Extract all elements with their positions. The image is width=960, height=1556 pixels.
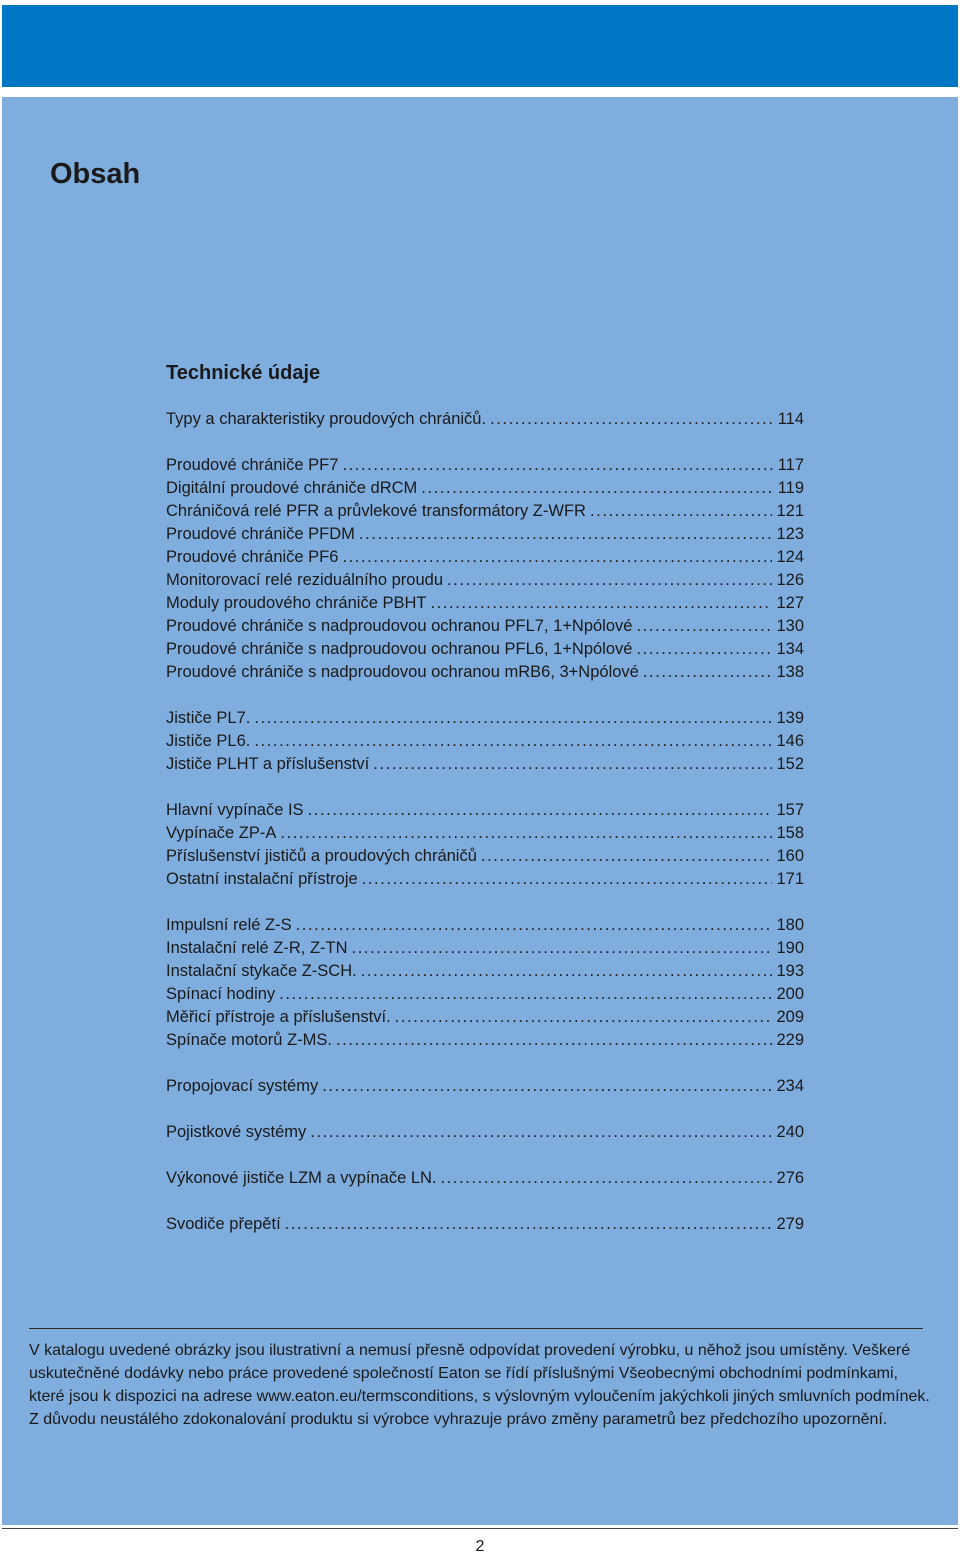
- toc-dot-leader: [481, 845, 773, 868]
- toc-entry-label: Svodiče přepětí: [166, 1215, 281, 1233]
- toc-dot-leader: [643, 661, 773, 684]
- toc-entry[interactable]: [166, 546, 804, 569]
- toc-dot-leader: [342, 546, 772, 569]
- toc-entry-label: Instalační stykače Z-SCH.: [166, 962, 357, 980]
- toc-entry-page: 146: [776, 732, 804, 750]
- toc-entry-label: Jističe PL7.: [166, 709, 251, 727]
- toc-entry-page: 114: [777, 410, 804, 428]
- toc-entry-page: 138: [776, 663, 804, 681]
- toc-entry-page: 190: [776, 939, 804, 957]
- toc-entry[interactable]: [166, 569, 804, 592]
- toc-dot-leader: [359, 523, 773, 546]
- toc-entry-label: Proudové chrániče PF6: [166, 548, 339, 566]
- toc-entry-label: Moduly proudového chrániče PBHT: [166, 594, 427, 612]
- disclaimer-paragraph: V katalogu uvedené obrázky jsou ilustrativní a nemusí přesně odpovídat provedení výrobku, u něhož jsou umístěny. Veškeré uskutečněné dodávky nebo práce provedené společností Eaton se řídí příslušnými Všeobecnými obchodními podmínkami, které jsou k dispozici na adrese www.eaton.eu/termsconditions, s výslovným vyloučením jakýchkoli jiných smluvních podmínek.: [29, 1342, 930, 1405]
- footer-divider: [2, 1528, 958, 1529]
- toc-entry-page: 158: [776, 824, 804, 842]
- toc-group: [166, 1167, 804, 1190]
- toc-dot-leader: [362, 868, 773, 891]
- toc-dot-leader: [280, 822, 772, 845]
- toc-entry[interactable]: [166, 454, 804, 477]
- toc-entry[interactable]: [166, 1029, 804, 1052]
- toc-entry[interactable]: [166, 592, 804, 615]
- toc-entry[interactable]: [166, 937, 804, 960]
- toc-dot-leader: [296, 914, 773, 937]
- toc-entry[interactable]: [166, 983, 804, 1006]
- toc-dot-leader: [421, 477, 773, 500]
- toc-entry-page: 134: [776, 640, 804, 658]
- toc-entry[interactable]: [166, 730, 804, 753]
- header-bar: [2, 5, 958, 87]
- page-number: 2: [475, 1538, 485, 1555]
- toc-dot-leader: [342, 454, 773, 477]
- toc-entry-label: Spínací hodiny: [166, 985, 276, 1003]
- toc-dot-leader: [322, 1075, 772, 1098]
- toc-entry[interactable]: [166, 822, 804, 845]
- toc-entry-label: Příslušenství jističů a proudových chráničů: [166, 847, 477, 865]
- toc-dot-leader: [636, 615, 772, 638]
- toc-entry-page: 200: [776, 985, 804, 1003]
- toc-entry[interactable]: [166, 408, 804, 431]
- toc-dot-leader: [361, 960, 773, 983]
- toc-entry[interactable]: [166, 960, 804, 983]
- toc-entry[interactable]: [166, 615, 804, 638]
- toc-dot-leader: [308, 799, 773, 822]
- toc-entry-page: 152: [776, 755, 804, 773]
- toc-entry[interactable]: [166, 500, 804, 523]
- toc-entry[interactable]: [166, 845, 804, 868]
- toc-entry-page: 209: [776, 1008, 804, 1026]
- toc-entry-page: 180: [776, 916, 804, 934]
- toc-entry-label: Typy a charakteristiky proudových chráničů.: [166, 410, 487, 428]
- toc-group: [166, 408, 804, 431]
- toc-dot-leader: [352, 937, 773, 960]
- toc-entry-page: 121: [776, 502, 804, 520]
- toc-entry-label: Měřicí přístroje a příslušenství.: [166, 1008, 391, 1026]
- toc-entry-label: Proudové chrániče PF7: [166, 456, 339, 474]
- toc-entry-page: 117: [777, 456, 804, 474]
- toc-entry[interactable]: [166, 1213, 804, 1236]
- toc-entry-label: Vypínače ZP-A: [166, 824, 277, 842]
- toc-dot-leader: [373, 753, 772, 776]
- table-of-contents: [166, 408, 804, 1259]
- toc-entry-label: Hlavní vypínače IS: [166, 801, 304, 819]
- toc-dot-leader: [279, 983, 772, 1006]
- toc-dot-leader: [636, 638, 772, 661]
- toc-entry-label: Proudové chrániče s nadproudovou ochranou mRB6, 3+Npólové: [166, 663, 639, 681]
- section-title: Technické údaje: [166, 362, 321, 384]
- toc-group: [166, 1121, 804, 1144]
- toc-entry-label: Ostatní instalační přístroje: [166, 870, 358, 888]
- toc-entry-label: Monitorovací relé reziduálního proudu: [166, 571, 443, 589]
- toc-entry[interactable]: [166, 1167, 804, 1190]
- disclaimer: [29, 1339, 935, 1431]
- toc-entry-label: Propojovací systémy: [166, 1077, 319, 1095]
- toc-entry-label: Jističe PL6.: [166, 732, 251, 750]
- toc-entry-page: 240: [776, 1123, 804, 1141]
- toc-group: [166, 454, 804, 684]
- toc-dot-leader: [254, 707, 772, 730]
- toc-entry-page: 124: [776, 548, 804, 566]
- toc-entry-label: Proudové chrániče s nadproudovou ochranou PFL7, 1+Npólové: [166, 617, 633, 635]
- toc-entry-label: Proudové chrániče PFDM: [166, 525, 355, 543]
- toc-group: [166, 914, 804, 1052]
- toc-entry[interactable]: [166, 638, 804, 661]
- toc-entry-page: 139: [776, 709, 804, 727]
- toc-entry-page: 130: [776, 617, 804, 635]
- toc-entry-page: 160: [776, 847, 804, 865]
- toc-entry[interactable]: [166, 477, 804, 500]
- toc-entry-label: Digitální proudové chrániče dRCM: [166, 479, 418, 497]
- toc-entry[interactable]: [166, 661, 804, 684]
- toc-dot-leader: [395, 1006, 773, 1029]
- toc-entry[interactable]: [166, 753, 804, 776]
- toc-entry-label: Impulsní relé Z-S: [166, 916, 292, 934]
- toc-entry-page: 193: [776, 962, 804, 980]
- toc-entry-label: Spínače motorů Z-MS.: [166, 1031, 332, 1049]
- toc-entry-page: 234: [776, 1077, 804, 1095]
- toc-entry[interactable]: [166, 523, 804, 546]
- toc-dot-leader: [254, 730, 772, 753]
- toc-entry-page: 123: [776, 525, 804, 543]
- toc-group: [166, 707, 804, 776]
- toc-entry-label: Chráničová relé PFR a průvlekové transformátory Z-WFR: [166, 502, 586, 520]
- toc-entry-page: 157: [776, 801, 804, 819]
- toc-entry-page: 127: [776, 594, 804, 612]
- divider: [29, 1328, 923, 1329]
- toc-entry-page: 171: [776, 870, 804, 888]
- toc-entry[interactable]: [166, 868, 804, 891]
- toc-entry-page: 279: [776, 1215, 804, 1233]
- toc-entry[interactable]: [166, 1121, 804, 1144]
- toc-dot-leader: [590, 500, 773, 523]
- toc-dot-leader: [490, 408, 774, 431]
- toc-group: [166, 799, 804, 891]
- toc-entry[interactable]: [166, 799, 804, 822]
- toc-entry-label: Jističe PLHT a příslušenství: [166, 755, 370, 773]
- toc-entry[interactable]: [166, 1075, 804, 1098]
- toc-entry-label: Instalační relé Z-R, Z-TN: [166, 939, 348, 957]
- page-title: Obsah: [50, 158, 141, 190]
- toc-entry[interactable]: [166, 914, 804, 937]
- toc-group: [166, 1075, 804, 1098]
- toc-entry[interactable]: [166, 707, 804, 730]
- toc-dot-leader: [447, 569, 772, 592]
- toc-entry-page: 126: [776, 571, 804, 589]
- toc-group: [166, 1213, 804, 1236]
- toc-dot-leader: [430, 592, 772, 615]
- toc-dot-leader: [310, 1121, 772, 1144]
- disclaimer-paragraph: Z důvodu neustálého zdokonalování produktu si výrobce vyhrazuje právo změny parametrů bez předchozího upozornění.: [29, 1411, 888, 1428]
- toc-entry-page: 276: [776, 1169, 804, 1187]
- toc-dot-leader: [441, 1167, 773, 1190]
- toc-entry-label: Pojistkové systémy: [166, 1123, 307, 1141]
- toc-entry-label: Proudové chrániče s nadproudovou ochranou PFL6, 1+Npólové: [166, 640, 633, 658]
- toc-entry-label: Výkonové jističe LZM a vypínače LN.: [166, 1169, 437, 1187]
- toc-dot-leader: [285, 1213, 773, 1236]
- toc-entry-page: 229: [776, 1031, 804, 1049]
- toc-entry[interactable]: [166, 1006, 804, 1029]
- toc-dot-leader: [336, 1029, 772, 1052]
- toc-entry-page: 119: [777, 479, 804, 497]
